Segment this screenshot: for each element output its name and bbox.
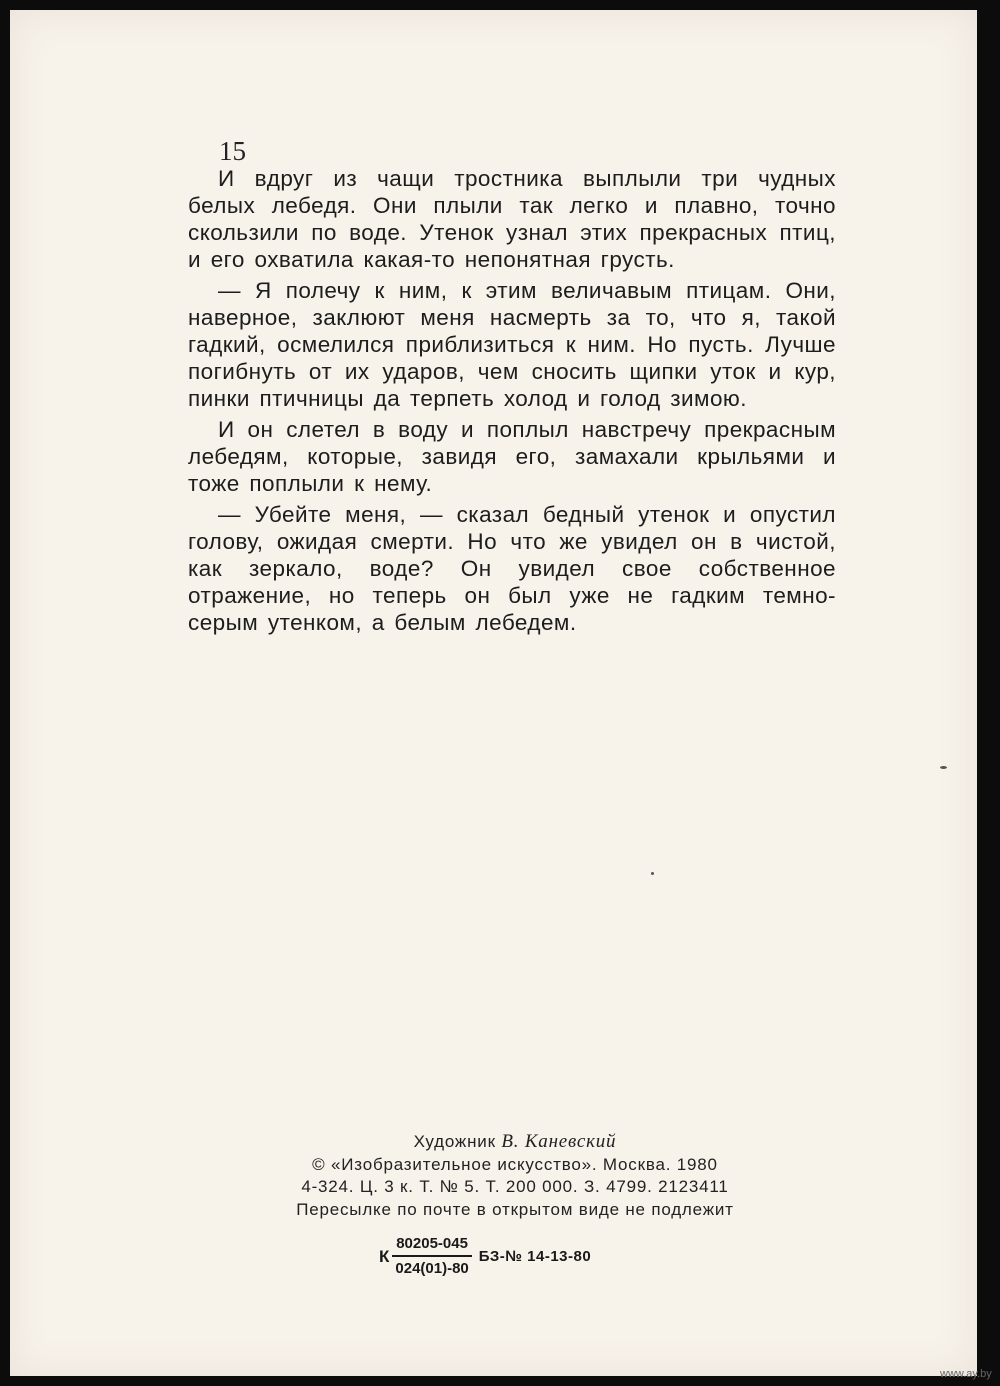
mail-notice-line: Пересылке по почте в открытом виде не подлежит [296, 1199, 734, 1219]
page-number: 15 [219, 136, 246, 166]
publisher-line: © «Изобразительное искусство». Москва. 1980 [312, 1154, 718, 1174]
catalog-suffix: БЗ-№ 14-13-80 [478, 1248, 592, 1265]
catalog-prefix: К [379, 1246, 390, 1266]
artist-line [190, 1131, 840, 1154]
paragraph-4: — Убейте меня, — сказал бедный утенок и опустил голову, ожидая смерти. Но что же увидел он в чистой, как зеркало, воде? Он увидел свое собственное отражение, но теперь он был уже не гадким темно-серым утенком, а белым лебедем. [188, 502, 836, 635]
catalog-numerator: 80205-045 [392, 1235, 472, 1257]
print-info-line: 4-324. Ц. 3 к. Т. № 5. Т. 200 000. З. 4799. 2123411 [301, 1177, 729, 1196]
catalog-fraction [391, 1235, 472, 1278]
artist-name: В. Каневский [501, 1131, 617, 1152]
paper-speck [651, 872, 654, 875]
story-text [188, 165, 836, 640]
imprint [190, 1131, 840, 1221]
paragraph-3: И он слетел в воду и поплыл навстречу прекрасным лебедям, которые, завидя его, замахали крыльями и тоже поплыли к нему. [188, 417, 836, 496]
paragraph-2: — Я полечу к ним, к этим величавым птицам. Они, наверное, заклюют меня насмерть за то, что я, такой гадкий, осмелился приблизиться к ним. Но пусть. Лучше погибнуть от их ударов, чем сносить щипки уток и кур, пинки птичницы да терпеть холод и голод зимою. [188, 278, 836, 411]
paper-speck [940, 766, 947, 769]
postcard-back [10, 10, 977, 1376]
catalog-denominator: 024(01)-80 [395, 1260, 469, 1277]
paragraph-1: И вдруг из чащи тростника выплыли три чудных белых лебедя. Они плыли так легко и плавно, точно скользили по воде. Утенок узнал этих прекрасных птиц, и его охватила какая-то непонятная грусть. [188, 166, 836, 272]
catalog-code [379, 1235, 591, 1278]
watermark: www.ay.by [940, 1368, 992, 1380]
artist-label: Художник [413, 1132, 496, 1151]
